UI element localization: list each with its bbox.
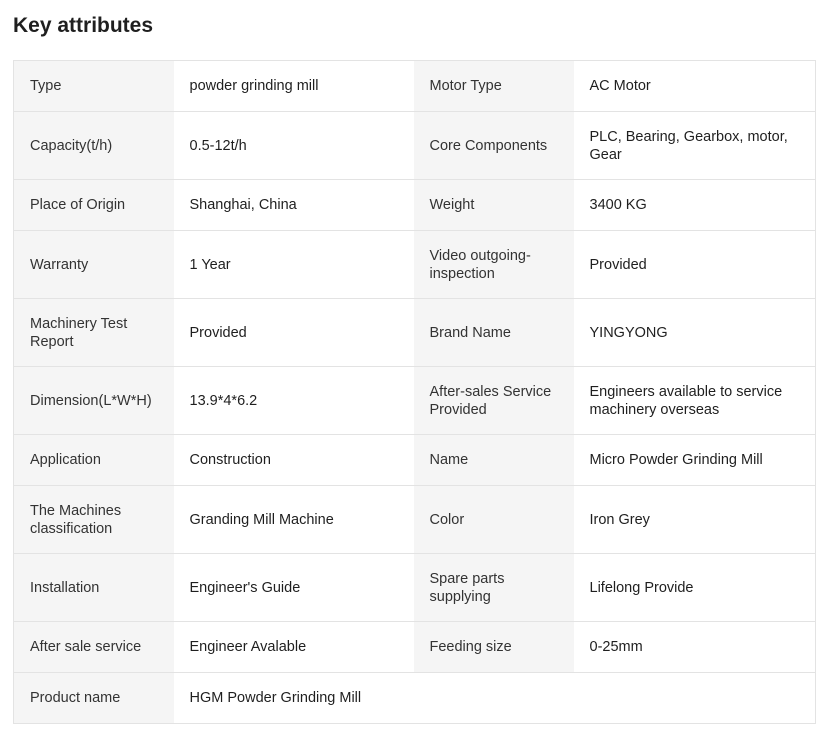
attribute-value: Micro Powder Grinding Mill: [574, 435, 816, 486]
attribute-label: Machinery Test Report: [14, 299, 174, 367]
attribute-value: Provided: [174, 299, 414, 367]
attribute-label: Capacity(t/h): [14, 112, 174, 180]
attribute-value: HGM Powder Grinding Mill: [174, 673, 414, 724]
attribute-label: Dimension(L*W*H): [14, 367, 174, 435]
attribute-value: Engineer's Guide: [174, 554, 414, 622]
attribute-label: Product name: [14, 673, 174, 724]
attribute-value: 13.9*4*6.2: [174, 367, 414, 435]
attribute-label: After sale service: [14, 622, 174, 673]
attribute-value: PLC, Bearing, Gearbox, motor, Gear: [574, 112, 816, 180]
attribute-value: 0-25mm: [574, 622, 816, 673]
table-row: [14, 622, 816, 673]
attribute-value: Granding Mill Machine: [174, 486, 414, 554]
attribute-value: Engineers available to service machinery overseas: [574, 367, 816, 435]
attribute-value: 3400 KG: [574, 180, 816, 231]
attribute-value: YINGYONG: [574, 299, 816, 367]
attribute-value: Engineer Avalable: [174, 622, 414, 673]
attribute-label: Feeding size: [414, 622, 574, 673]
attribute-label: Place of Origin: [14, 180, 174, 231]
attribute-value: AC Motor: [574, 61, 816, 112]
table-row: [14, 299, 816, 367]
attribute-label: Motor Type: [414, 61, 574, 112]
attribute-value: Lifelong Provide: [574, 554, 816, 622]
attribute-value: Iron Grey: [574, 486, 816, 554]
attribute-label: Video outgoing-inspection: [414, 231, 574, 299]
empty-cell: [574, 673, 816, 724]
table-row: [14, 112, 816, 180]
attribute-value: 0.5-12t/h: [174, 112, 414, 180]
table-row: [14, 231, 816, 299]
attribute-label: Weight: [414, 180, 574, 231]
attribute-value: Shanghai, China: [174, 180, 414, 231]
attribute-value: 1 Year: [174, 231, 414, 299]
attribute-label: After-sales Service Provided: [414, 367, 574, 435]
attribute-value: Provided: [574, 231, 816, 299]
table-row: [14, 435, 816, 486]
table-row: [14, 554, 816, 622]
attribute-label: Core Components: [414, 112, 574, 180]
key-attributes-table: [13, 60, 816, 724]
table-row: [14, 673, 816, 724]
attribute-label: Installation: [14, 554, 174, 622]
empty-cell: [414, 673, 574, 724]
attribute-label: Name: [414, 435, 574, 486]
table-row: [14, 180, 816, 231]
attribute-label: Warranty: [14, 231, 174, 299]
table-row: [14, 367, 816, 435]
table-row: [14, 486, 816, 554]
attribute-value: powder grinding mill: [174, 61, 414, 112]
attribute-label: Spare parts supplying: [414, 554, 574, 622]
attribute-label: Color: [414, 486, 574, 554]
attribute-label: Application: [14, 435, 174, 486]
attribute-value: Construction: [174, 435, 414, 486]
attribute-label: The Machines classification: [14, 486, 174, 554]
attribute-label: Brand Name: [414, 299, 574, 367]
table-row: [14, 61, 816, 112]
section-title: Key attributes: [13, 14, 154, 37]
attribute-label: Type: [14, 61, 174, 112]
